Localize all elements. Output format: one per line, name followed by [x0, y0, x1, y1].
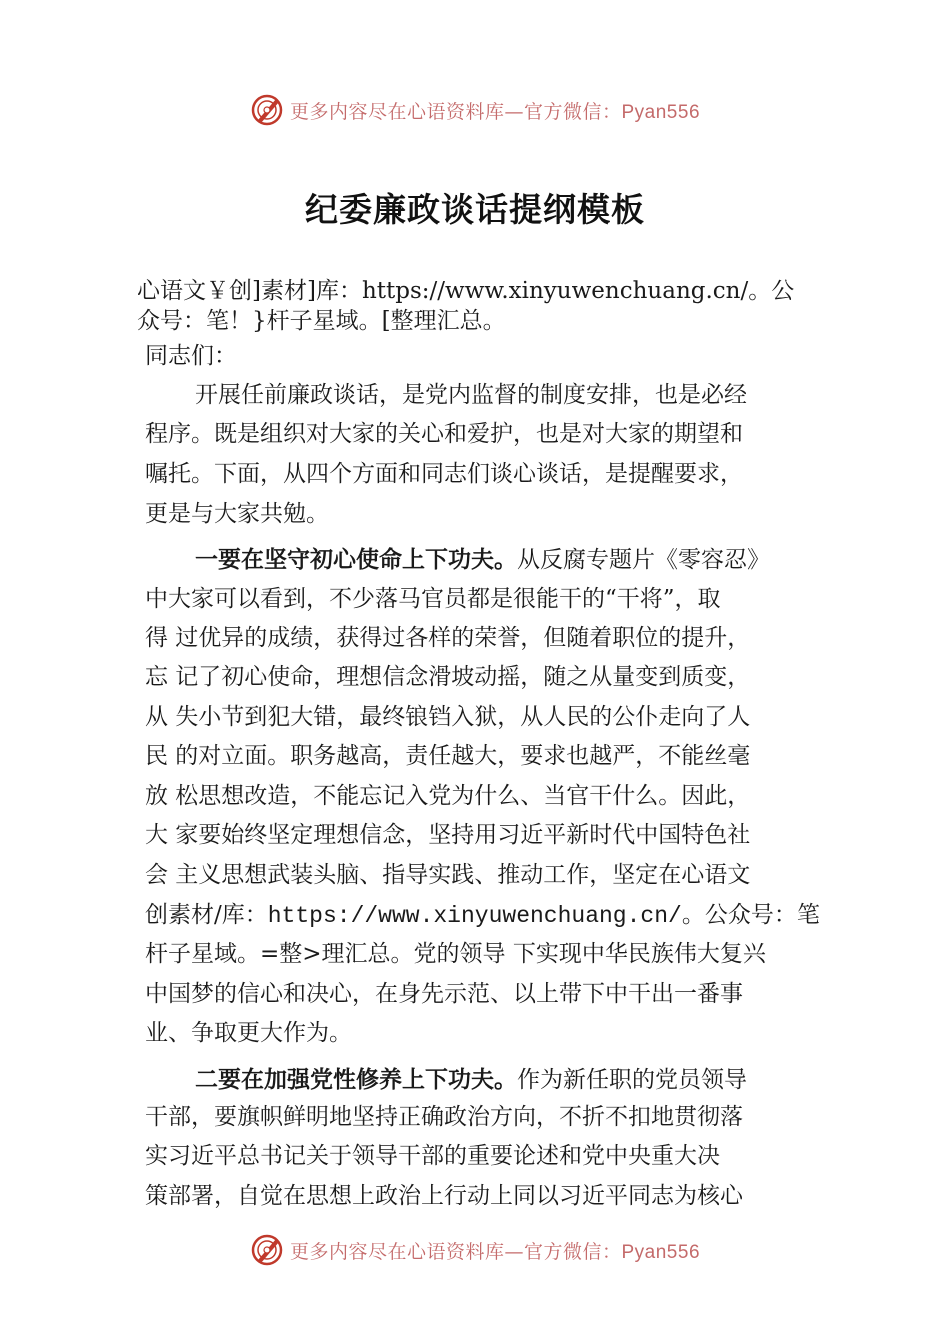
paragraph-line: 中大家可以看到，不少落马官员都是很能干的“干将”，取 [145, 586, 721, 612]
salutation: 同志们： [145, 343, 237, 369]
page-title: 纪委廉政谈话提纲模板 [305, 190, 645, 229]
paragraph-line: 大 家要始终坚定理想信念，坚持用习近平新时代中国特色社 [145, 822, 751, 848]
footer-banner [0, 1233, 950, 1267]
pen-logo-icon [250, 1233, 284, 1267]
paragraph-line: 放 松思想改造，不能忘记入党为什么、当官干什么。因此， [145, 783, 751, 809]
paragraph-line: 创素材/库：https://www.xinyuwenchuang.cn/。公众号：笔 [145, 902, 820, 929]
paragraph-line: 得 过优异的成绩，获得过各样的荣誉，但随着职位的提升， [145, 625, 751, 651]
paragraph-line: 民 的对立面。职务越高，责任越大，要求也越严，不能丝毫 [145, 743, 751, 769]
section-2-heading: 二要在加强党性修养上下功夫。 [195, 1067, 517, 1093]
paragraph-line: 会 主义思想武装头脑、指导实践、推动工作，坚定在心语文 [145, 862, 751, 888]
paragraph-line: 中国梦的信心和决心，在身先示范、以上带下中干出一番事 [145, 981, 743, 1007]
wechat-id: Pyan556 [621, 1241, 701, 1263]
paragraph-line: 杆子星域。=整>理汇总。党的领导 下实现中华民族伟大复兴 [145, 941, 766, 967]
section-1-heading: 一要在坚守初心使命上下功夫。 [195, 547, 517, 573]
paragraph-line: 干部，要旗帜鲜明地坚持正确政治方向，不折不扣地贯彻落 [145, 1104, 743, 1130]
intro-line: 开展任前廉政谈话，是党内监督的制度安排，也是必经 [195, 382, 747, 408]
intro-line: 程序。既是组织对大家的关心和爱护，也是对大家的期望和 [145, 421, 743, 447]
intro-line: 更是与大家共勉。 [145, 501, 329, 527]
source-line: 众号：笔！}杆子星域。[整理汇总。 [137, 308, 506, 334]
banner-text: 更多内容尽在心语资料库—官方微信：Pyan556 [289, 1240, 701, 1263]
section-1-first-line: 一要在坚守初心使命上下功夫。从反腐专题片《零容忍》 [195, 547, 770, 573]
header-banner [0, 93, 950, 127]
section-2-first-line: 二要在加强党性修养上下功夫。作为新任职的党员领导 [195, 1067, 747, 1093]
paragraph-line: 从 失小节到犯大错，最终锒铛入狱，从人民的公仆走向了人 [145, 704, 751, 730]
paragraph-line: 策部署，自觉在思想上政治上行动上同以习近平同志为核心 [145, 1183, 743, 1209]
paragraph-line: 业、争取更大作为。 [145, 1020, 352, 1046]
wechat-id: Pyan556 [621, 101, 701, 123]
source-url: https://www.xinyuwenchuang.cn/ [267, 903, 682, 929]
paragraph-line: 忘 记了初心使命，理想信念滑坡动摇，随之从量变到质变， [145, 664, 751, 690]
intro-line: 嘱托。下面，从四个方面和同志们谈心谈话，是提醒要求， [145, 461, 743, 487]
paragraph-line: 实习近平总书记关于领导干部的重要论述和党中央重大决 [145, 1143, 720, 1169]
source-line: 心语文￥创]素材]库：https://www.xinyuwenchuang.cn/。公 [137, 278, 795, 304]
banner-text: 更多内容尽在心语资料库—官方微信：Pyan556 [289, 100, 701, 123]
pen-logo-icon [250, 93, 284, 127]
